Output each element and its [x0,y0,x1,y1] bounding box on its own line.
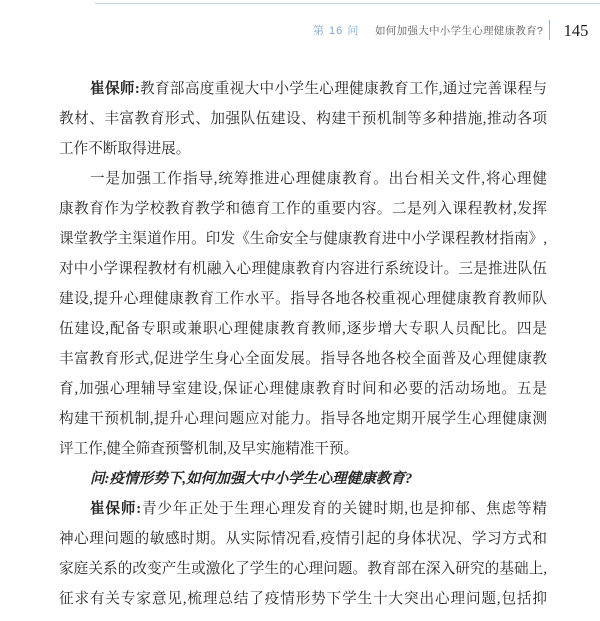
text-segment: 青少年正处于生理心理发育的关键时期,也是抑郁、焦虑等精 [141,501,547,517]
text-segment: 丰富教育形式,促进学生身心全面发展。指导各地各校全面普及心理健康教 [59,351,547,367]
text-line [59,194,547,224]
text-line [59,404,547,434]
text-segment: 康教育作为学校教育教学和德育工作的重要内容。二是列入课程教材,发挥 [59,201,547,217]
text-segment: 育,加强心理辅导室建设,保证心理健康教育时间和必要的活动场地。五是 [59,381,547,397]
text-segment: 建设,提升心理健康教育工作水平。指导各地各校重视心理健康教育教师队 [59,291,547,307]
text-segment: 家庭关系的改变产生或激化了学生的心理问题。教育部在深入研究的基础上, [59,561,547,577]
text-line [59,584,547,614]
text-line [59,104,547,134]
text-line [59,164,547,194]
text-line [59,344,547,374]
running-head [0,0,600,46]
text-line [59,494,547,524]
text-line [59,374,547,404]
text-segment: 构建干预机制,提升心理问题应对能力。指导各地定期开展学生心理健康测 [59,411,547,427]
chapter-label: 第 16 问 [313,25,360,37]
question-line [59,464,547,494]
question-text-segment: 问:疫情形势下,如何加强大中小学生心理健康教育? [90,471,413,487]
text-segment: 评工作,健全筛查预警机制,及早实施精准干预。 [59,441,359,457]
text-segment: 伍建设,配备专职或兼职心理健康教育教师,逐步增大专职人员配比。四是 [59,321,547,337]
page-number: 145 [563,21,589,40]
text-line [59,74,547,104]
text-segment: 对中小学课程教材有机融入心理健康教育内容进行系统设计。三是推进队伍 [59,261,547,277]
text-segment: 一是加强工作指导,统筹推进心理健康教育。出台相关文件,将心理健 [90,171,547,187]
page-number-divider [549,20,550,40]
body-text [59,74,547,614]
text-line [59,524,547,554]
text-segment: 神心理问题的敏感时期。从实际情况看,疫情引起的身体状况、学习方式和 [59,531,547,547]
text-segment: 工作不断取得进展。 [59,141,191,157]
text-segment: 课堂教学主渠道作用。印发《生命安全与健康教育进中小学课程教材指南》, [59,231,547,247]
text-segment: 教材、丰富教育形式、加强队伍建设、构建干预机制等多种措施,推动各项 [59,111,547,127]
text-segment: 教育部高度重视大中小学生心理健康教育工作,通过完善课程与 [139,81,547,97]
text-line [59,314,547,344]
text-line [59,554,547,584]
text-segment: 征求有关专家意见,梳理总结了疫情形势下学生十大突出心理问题,包括抑 [59,591,547,607]
running-head-title: 如何加强大中小学生心理健康教育? [375,25,544,37]
text-line [59,224,547,254]
text-line [59,284,547,314]
text-line [59,254,547,284]
text-line [59,434,547,464]
text-line [59,134,547,164]
bold-text-segment: 崔保师: [90,501,142,517]
bold-text-segment: 崔保师: [90,81,140,97]
